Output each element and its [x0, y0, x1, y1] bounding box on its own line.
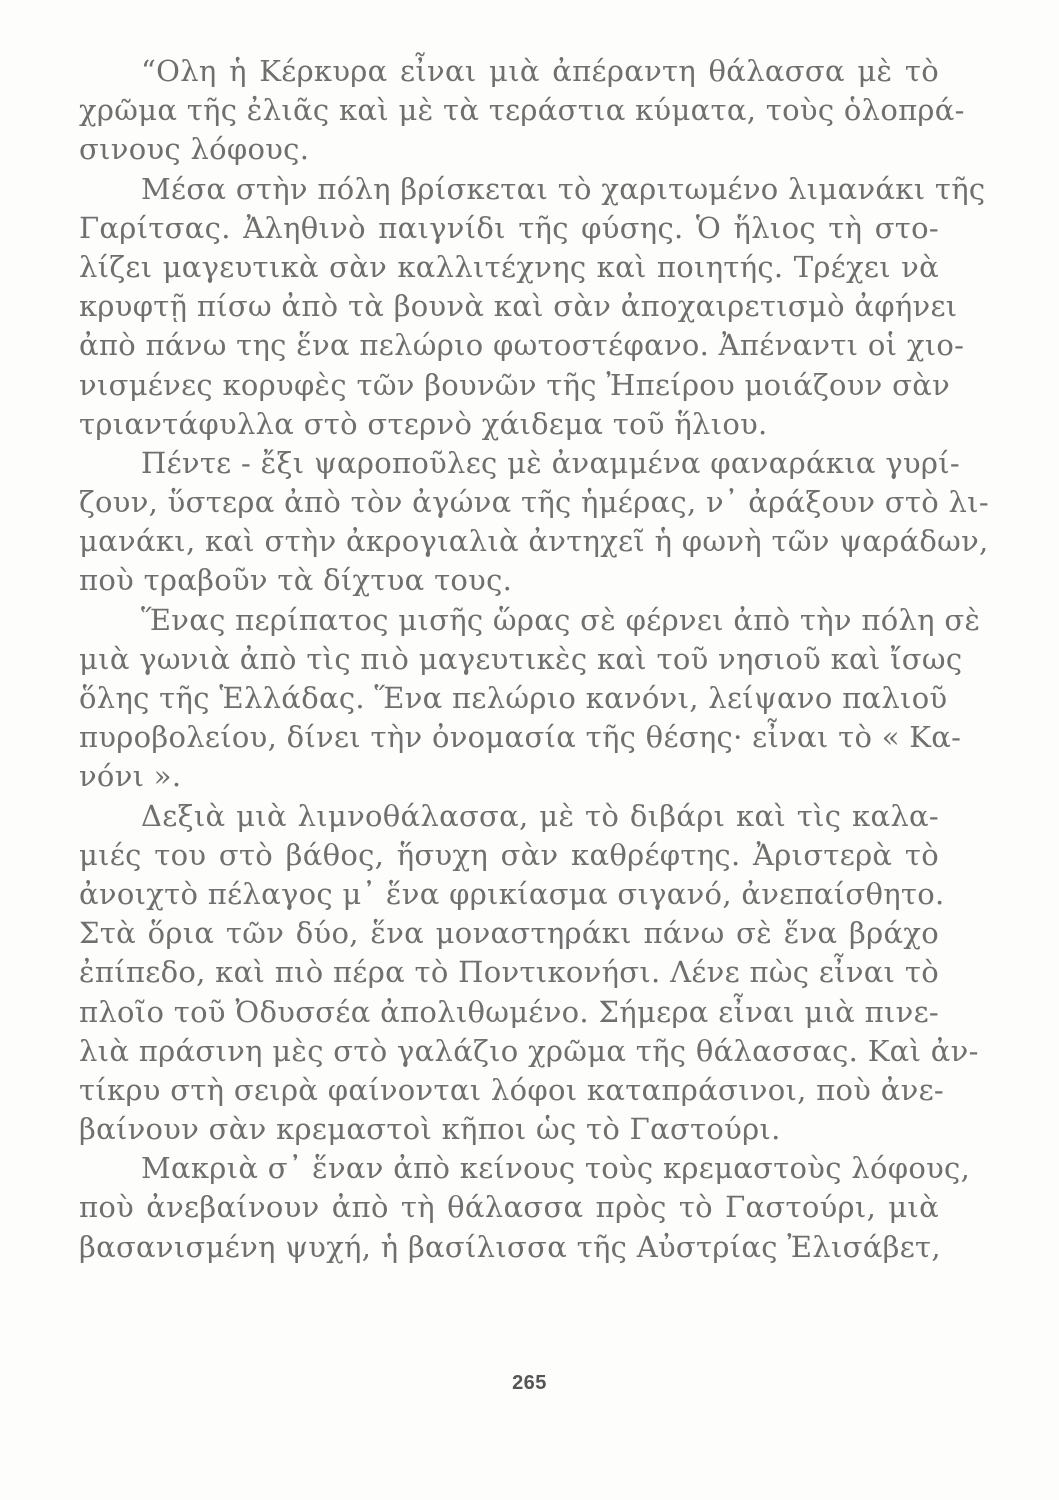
text-line: ἀνοιχτὸ πέλαγος μ᾿ ἕνα φρικίασμα σιγανό, ἀνεπαίσθητο.	[79, 876, 945, 911]
text-line: μιὰ γωνιὰ ἀπὸ τὶς πιὸ μαγευτικὲς καὶ τοῦ νησιοῦ καὶ ἴσως	[79, 641, 963, 676]
text-line: Πέντε - ἔξι ψαροποῦλες μὲ ἀναμμένα φαναράκια γυρί-	[141, 445, 960, 480]
text-line: λιὰ πράσινη μὲς στὸ γαλάζιο χρῶμα τῆς θάλασσας. Καὶ ἀν-	[79, 1033, 979, 1068]
text-line: πλοῖο τοῦ Ὀδυσσέα ἀπολιθωμένο. Σήμερα εἶναι μιὰ πινε-	[79, 994, 939, 1029]
page-number: 265	[512, 1372, 547, 1394]
text-line: Ἕνας περίπατος μισῆς ὥρας σὲ φέρνει ἀπὸ τὴν πόλη σὲ	[141, 602, 981, 637]
text-line: Γαρίτσας. Ἀληθινὸ παιγνίδι τῆς φύσης. Ὁ ἥλιος τὴ στο-	[79, 210, 939, 245]
text-line: Μέσα στὴν πόλη βρίσκεται τὸ χαριτωμένο λιμανάκι τῆς	[141, 171, 986, 206]
text-line: νόνι ».	[79, 759, 182, 794]
text-line: Μακριὰ σ᾿ ἕναν ἀπὸ κείνους τοὺς κρεμαστοὺς λόφους,	[141, 1151, 971, 1186]
text-line: τίκρυ στὴ σειρὰ φαίνονται λόφοι καταπράσινοι, ποὺ ἀνε-	[79, 1072, 944, 1107]
text-line: κρυφτῇ πίσω ἀπὸ τὰ βουνὰ καὶ σὰν ἀποχαιρετισμὸ ἀφήνει	[79, 289, 958, 324]
text-line: σινους λόφους.	[79, 132, 310, 167]
text-line: ποὺ τραβοῦν τὰ δίχτυα τους.	[79, 563, 513, 598]
text-line: “Ολη ἡ Κέρκυρα εἶναι μιὰ ἀπέραντη θάλασσα μὲ τὸ	[141, 54, 939, 88]
body-text	[79, 52, 989, 1267]
text-line: νισμένες κορυφὲς τῶν βουνῶν τῆς Ἠπείρου μοιάζουν σὰν	[79, 367, 951, 402]
text-line: Δεξιὰ μιὰ λιμνοθάλασσα, μὲ τὸ διβάρι καὶ τὶς καλα-	[141, 798, 939, 833]
text-line: πυροβολείου, δίνει τὴν ὀνομασία τῆς θέσης· εἶναι τὸ « Κα-	[79, 720, 962, 755]
text-line: λίζει μαγευτικὰ σὰν καλλιτέχνης καὶ ποιητής. Τρέχει νὰ	[79, 249, 939, 284]
text-line: ἀπὸ πάνω της ἕνα πελώριο φωτοστέφανο. Ἀπέναντι οἱ χιο-	[79, 328, 965, 363]
text-line: μανάκι, καὶ στὴν ἀκρογιαλιὰ ἀντηχεῖ ἡ φωνὴ τῶν ψαράδων,	[79, 524, 989, 559]
text-line: βασανισμένη ψυχή, ἡ βασίλισσα τῆς Αὐστρίας Ἐλισάβετ,	[79, 1229, 941, 1264]
text-line: Στὰ ὅρια τῶν δύο, ἕνα μοναστηράκι πάνω σὲ ἕνα βράχο	[79, 916, 939, 951]
text-line: ποὺ ἀνεβαίνουν ἀπὸ τὴ θάλασσα πρὸς τὸ Γαστούρι, μιὰ	[79, 1190, 939, 1225]
text-line: ὅλης τῆς Ἑλλάδας. Ἕνα πελώριο κανόνι, λείψανο παλιοῦ	[79, 681, 948, 715]
text-line: βαίνουν σὰν κρεμαστοὶ κῆποι ὡς τὸ Γαστούρι.	[79, 1112, 781, 1147]
text-line: ἐπίπεδο, καὶ πιὸ πέρα τὸ Ποντικονήσι. Λένε πὼς εἶναι τὸ	[79, 955, 939, 990]
text-line: ζουν, ὕστερα ἀπὸ τὸν ἀγώνα τῆς ἡμέρας, ν᾿ ἀράξουν στὸ λι-	[79, 485, 989, 520]
text-line: μιές του στὸ βάθος, ἥσυχη σὰν καθρέφτης. Ἀριστερὰ τὸ	[79, 837, 939, 872]
text-line: τριαντάφυλλα στὸ στερνὸ χάιδεμα τοῦ ἥλιου.	[79, 406, 768, 441]
text-line: χρῶμα τῆς ἐλιᾶς καὶ μὲ τὰ τεράστια κύματα, τοὺς ὁλοπρά-	[79, 93, 965, 128]
